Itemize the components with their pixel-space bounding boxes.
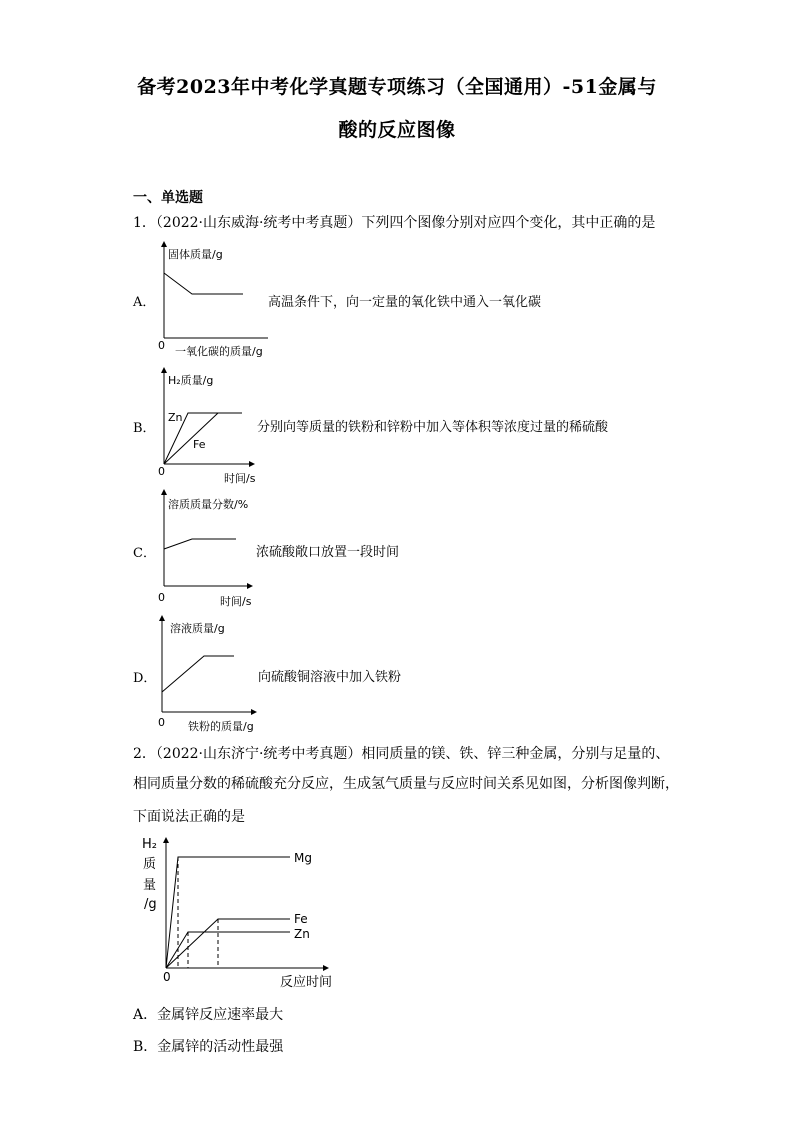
graph-d-origin: 0 xyxy=(158,716,165,729)
option-c-letter: C． xyxy=(133,546,156,561)
graph-q2-ylabel-3: 量 xyxy=(143,878,157,893)
graph-q2-mg-line xyxy=(166,857,290,968)
graph-b-ylabel: H₂质量/g xyxy=(168,374,214,387)
graph-q2-origin: 0 xyxy=(163,970,171,984)
graph-a-line xyxy=(164,273,243,294)
graph-c-origin: 0 xyxy=(158,591,165,604)
option-b-letter: B． xyxy=(133,421,156,436)
document-title-line2: 酸的反应图像 xyxy=(338,119,456,141)
graph-q2-zn-label: Zn xyxy=(294,927,310,941)
option-a-letter: A． xyxy=(133,295,156,310)
graph-q2-ylabel-1: H₂ xyxy=(142,837,157,852)
graph-q2-ylabel-2: 质 xyxy=(143,857,157,872)
graph-a-xlabel: 一氧化碳的质量/g xyxy=(175,345,263,358)
graph-q2-ylabel-4: /g xyxy=(144,897,157,912)
graph-a-ylabel: 固体质量/g xyxy=(168,248,223,261)
question-2-stem-line1: 2．（2022·山东济宁·统考中考真题）相同质量的镁、铁、锌三种金属，分别与足量的、 xyxy=(133,746,670,762)
question-2-option-a: A．金属锌反应速率最大 xyxy=(133,1007,284,1023)
option-c-description: 浓硫酸敞口放置一段时间 xyxy=(256,545,400,560)
graph-d-line xyxy=(162,656,234,692)
graph-q2-fe-label: Fe xyxy=(294,912,308,926)
graph-c-xlabel: 时间/s xyxy=(220,595,252,608)
option-a-description: 高温条件下，向一定量的氧化铁中通入一氧化碳 xyxy=(268,295,542,310)
question-2-option-b: B．金属锌的活动性最强 xyxy=(133,1039,284,1055)
option-d-letter: D． xyxy=(133,671,157,686)
option-d-description: 向硫酸铜溶液中加入铁粉 xyxy=(258,670,402,685)
question-2-stem-line2: 相同质量分数的稀硫酸充分反应，生成氢气质量与反应时间关系见如图，分析图像判断， xyxy=(133,776,679,792)
graph-d-xlabel: 铁粉的质量/g xyxy=(188,720,254,733)
graph-b-origin: 0 xyxy=(158,465,165,478)
graph-q2-xlabel: 反应时间 xyxy=(280,975,333,990)
section-heading: 一、单选题 xyxy=(133,190,203,206)
graph-c-ylabel: 溶质质量分数/% xyxy=(168,498,249,511)
graph-b-xlabel: 时间/s xyxy=(224,472,256,485)
question-1-stem: 1．（2022·山东威海·统考中考真题）下列四个图像分别对应四个变化，其中正确的是 xyxy=(133,215,656,231)
graph-b-fe-label: Fe xyxy=(193,438,206,451)
option-b-description: 分别向等质量的铁粉和锌粉中加入等体积等浓度过量的稀硫酸 xyxy=(257,420,609,435)
graph-c-line xyxy=(164,539,236,549)
graph-d-ylabel: 溶液质量/g xyxy=(170,622,225,635)
graph-q2-fe-line xyxy=(166,919,290,968)
graph-q2-mg-label: Mg xyxy=(294,851,312,865)
graph-b-zn-label: Zn xyxy=(168,411,183,424)
question-2-stem-line3: 下面说法正确的是 xyxy=(133,809,245,825)
graph-a-origin: 0 xyxy=(158,339,165,352)
document-title-line1: 备考2023年中考化学真题专项练习（全国通用）-51金属与 xyxy=(137,76,657,98)
